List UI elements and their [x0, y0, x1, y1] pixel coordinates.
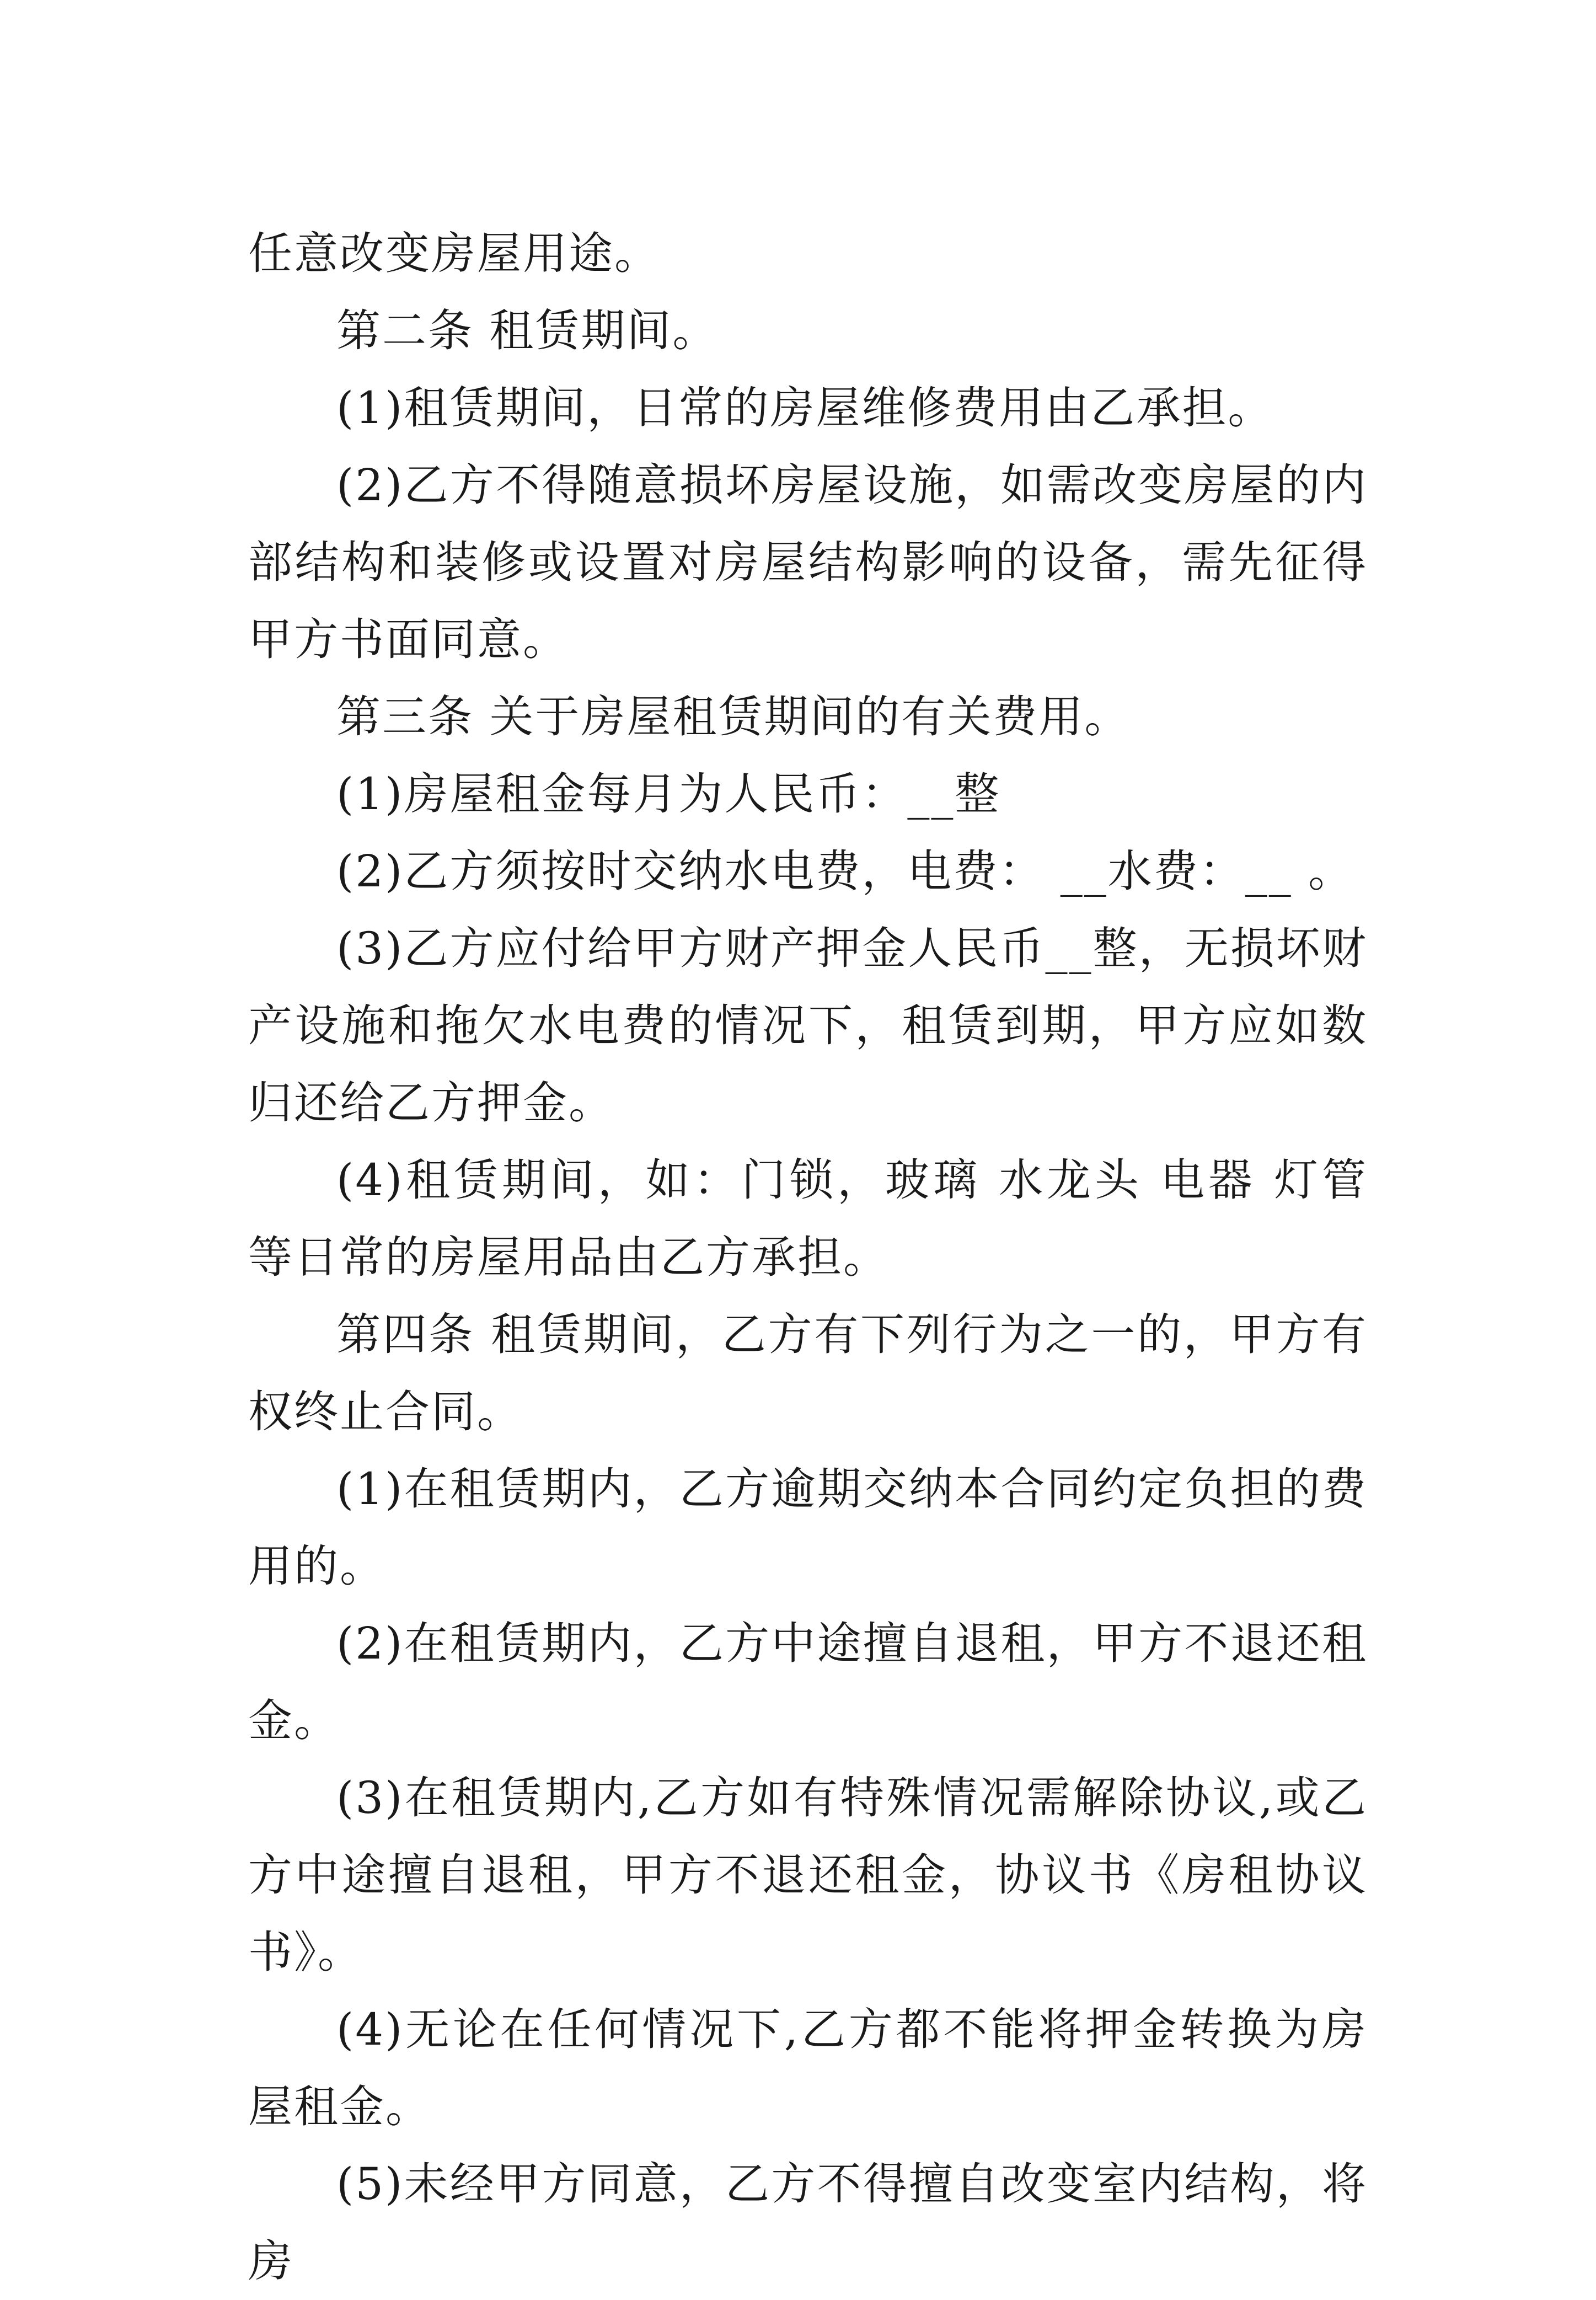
- article-2-heading: 第二条 租赁期间。: [336, 305, 719, 356]
- clause-4-5: (5)未经甲方同意，乙方不得擅自改变室内结构，将房: [248, 2158, 1368, 2287]
- paragraph-continued: 任意改变房屋用途。: [248, 228, 660, 279]
- clause-3-1: (1)房屋租金每月为人民币：__整: [336, 768, 1001, 820]
- clause-3-3: (3)乙方应付给甲方财产押金人民币__整，无损坏财产设施和拖欠水电费的情况下，租赁到期，甲方应如数归还给乙方押金。: [248, 923, 1368, 1128]
- document-page: [248, 215, 1368, 2300]
- clause-4-3: (3)在租赁期内,乙方如有特殊情况需解除协议,或乙方中途擅自退租，甲方不退还租金，协议书《房租协议书》。: [248, 1772, 1368, 1978]
- clause-4-1: (1)在租赁期内，乙方逾期交纳本合同约定负担的费用的。: [248, 1463, 1368, 1592]
- article-4-heading: 第四条 租赁期间，乙方有下列行为之一的，甲方有权终止合同。: [248, 1309, 1368, 1437]
- clause-2-1: (1)租赁期间，日常的房屋维修费用由乙承担。: [336, 382, 1274, 434]
- clause-3-4: (4)租赁期间，如：门锁，玻璃 水龙头 电器 灯管 等日常的房屋用品由乙方承担。: [248, 1154, 1368, 1283]
- clause-4-2: (2)在租赁期内，乙方中途擅自退租，甲方不退还租金。: [248, 1618, 1368, 1746]
- clause-3-2: (2)乙方须按时交纳水电费，电费： __水费：__ 。: [336, 846, 1354, 897]
- clause-2-2: (2)乙方不得随意损坏房屋设施，如需改变房屋的内部结构和装修或设置对房屋结构影响的设备，需先征得甲方书面同意。: [248, 459, 1368, 665]
- clause-4-4: (4)无论在任何情况下,乙方都不能将押金转换为房屋租金。: [248, 2004, 1368, 2132]
- article-3-heading: 第三条 关于房屋租赁期间的有关费用。: [336, 691, 1131, 742]
